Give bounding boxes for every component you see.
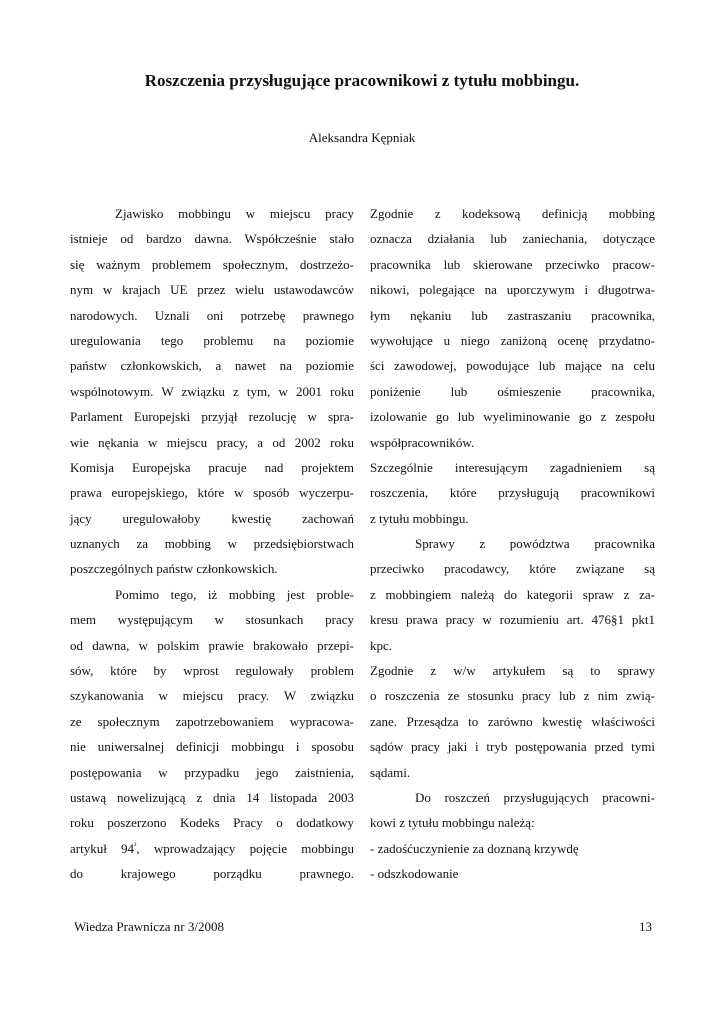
text-fragment: artykuł 94 (70, 840, 134, 856)
text-line: współpracowników. (370, 434, 475, 450)
text-line: Zgodnie z kodeksową definicją mobbing (370, 206, 655, 221)
text-line: ze społecznym zapotrzebowaniem wypracowa- (70, 713, 354, 729)
text-line: Zjawisko mobbingu w miejscu pracy (115, 206, 354, 221)
text-line: wspólnotowym. W związku z tym, w 2001 roku (70, 383, 354, 399)
text-line: kpc. (370, 637, 393, 653)
text-line: uregulowania tego problemu na poziomie (70, 332, 354, 348)
text-line: państw członkowskich, a nawet na poziomie (70, 358, 354, 374)
text-line-with-superscript (70, 836, 354, 861)
list-item: - zadośćuczynienie za doznaną krzywdę (370, 840, 579, 856)
author-name: Aleksandra Kępniak (308, 130, 416, 145)
text-line: jący uregulowałoby kwestię zachowań (70, 510, 354, 526)
right-text-column (370, 201, 655, 887)
page-number: 13 (639, 919, 652, 934)
left-text-column (70, 201, 354, 887)
text-line: zane. Przesądza to zarówno kwestię właściwości (370, 713, 655, 729)
text-line: Komisja Europejska pracuje nad projektem (70, 459, 354, 475)
text-line: wie nękania w miejscu pracy, a od 2002 roku (70, 434, 354, 450)
text-line: pracownika lub skierowane przeciwko pracow- (370, 256, 655, 272)
text-line: nikowi, polegające na uporczywym i długotrwa- (370, 282, 655, 298)
text-line: Pomimo tego, iż mobbing jest proble- (115, 586, 354, 602)
text-line: Szczególnie interesującym zagadnieniem są (370, 459, 655, 475)
superscript: ³ (134, 840, 137, 850)
text-line: łym nękaniu lub zastraszaniu pracownika, (370, 307, 655, 323)
text-line: Parlament Europejski przyjął rezolucję w spra- (70, 409, 354, 425)
text-line: postępowania w przypadku jego zaistnienia, (70, 764, 354, 780)
text-line: narodowych. Uznali oni potrzebę prawnego (70, 307, 354, 323)
text-line: roku poszerzono Kodeks Pracy o dodatkowy (70, 815, 354, 831)
text-line: Sprawy z powództwa pracownika (415, 536, 655, 552)
text-line: kowi z tytułu mobbingu należą: (370, 815, 535, 831)
text-line: sów, które by wprost regulowały problem (70, 663, 354, 679)
text-fragment: , wprowadzający pojęcie mobbingu (136, 840, 354, 856)
text-line: mem występującym w stosunkach pracy (70, 612, 354, 628)
text-line: ustawą nowelizującą z dnia 14 listopada 2003 (70, 789, 354, 805)
text-line: przeciwko pracodawcy, które związane są (370, 561, 655, 577)
text-line: wywołujące u niego zaniżoną ocenę przydatno- (370, 332, 655, 348)
text-line: roszczenia, które przysługują pracownikowi (370, 485, 655, 501)
text-line: kresu prawa pracy w rozumieniu art. 476§1 pkt1 (370, 612, 655, 628)
text-line: prawa europejskiego, które w sposób wyczerpu- (70, 485, 354, 501)
list-item: - odszkodowanie (370, 866, 459, 882)
text-line: nie uniwersalnej definicji mobbingu i sposobu (70, 739, 354, 755)
article-title: Roszczenia przysługujące pracownikowi z tytułu mobbingu. (144, 71, 580, 90)
text-line: nym w krajach UE przez wielu ustawodawców (70, 282, 354, 298)
text-line: z tytułu mobbingu. (370, 510, 469, 526)
text-line: izolowanie go lub wyeliminowanie go z zespołu (370, 409, 655, 425)
publication-footer: Wiedza Prawnicza nr 3/2008 (74, 919, 225, 934)
text-line: poszczególnych państw członkowskich. (70, 561, 278, 577)
text-line: poniżenie lub ośmieszenie pracownika, (370, 383, 655, 399)
text-line: o roszczenia ze stosunku pracy lub z nim zwią- (370, 688, 655, 704)
text-line: od dawna, w polskim prawie brakowało przepi- (70, 637, 354, 653)
text-line: Do roszczeń przysługujących pracowni- (415, 789, 655, 805)
text-line: do krajowego porządku prawnego. (70, 866, 354, 882)
text-line: szykanowania w miejscu pracy. W związku (70, 688, 354, 704)
text-line: z mobbingiem należą do kategorii spraw z za- (370, 586, 655, 602)
text-line: oznacza działania lub zaniechania, dotyczące (370, 231, 655, 247)
text-line: sądami. (370, 764, 411, 780)
text-line: sądów pracy jaki i tryb postępowania przed tymi (370, 739, 655, 755)
text-line: Zgodnie z w/w artykułem są to sprawy (370, 663, 655, 679)
text-line: się ważnym problemem społecznym, dostrzeżo- (70, 256, 354, 272)
text-line: uznanych za mobbing w przedsiębiorstwach (70, 536, 354, 552)
text-line: ści zawodowej, powodujące lub mające na celu (370, 358, 655, 374)
text-line: istnieje od bardzo dawna. Współcześnie stało (70, 231, 354, 247)
